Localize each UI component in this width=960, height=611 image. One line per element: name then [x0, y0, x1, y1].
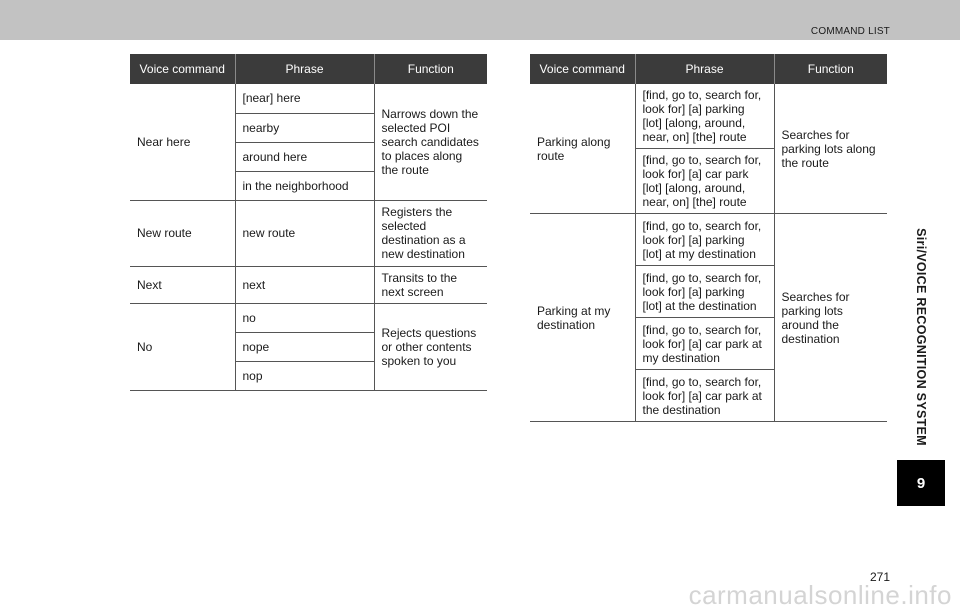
table-header-row [130, 54, 487, 84]
table-row [130, 303, 487, 332]
column-header-voice-command: Voice command [130, 54, 235, 84]
function-cell: Searches for parking lots along the route [774, 84, 887, 214]
function-cell: Rejects questions or other contents spoken to you [374, 303, 487, 390]
phrase-cell: nope [235, 332, 374, 361]
function-cell: Transits to the next screen [374, 266, 487, 303]
voice-command-cell: Near here [130, 84, 235, 200]
phrase-cell: around here [235, 142, 374, 171]
chapter-title: Siri/VOICE RECOGNITION SYSTEM [914, 228, 928, 446]
command-table-left [130, 54, 487, 391]
voice-command-cell: Next [130, 266, 235, 303]
command-table-right [530, 54, 887, 422]
column-header-function: Function [774, 54, 887, 84]
voice-command-cell: Parking at my destination [530, 214, 635, 422]
table-row [530, 84, 887, 149]
phrase-cell: [find, go to, search for, look for] [a] parking [lot] at my destination [635, 214, 774, 266]
phrase-cell: nop [235, 361, 374, 390]
phrase-cell: [find, go to, search for, look for] [a] parking [lot] at the destination [635, 266, 774, 318]
column-header-voice-command: Voice command [530, 54, 635, 84]
phrase-cell: next [235, 266, 374, 303]
phrase-cell: [find, go to, search for, look for] [a] car park at the destination [635, 370, 774, 422]
phrase-cell: [find, go to, search for, look for] [a] parking [lot] [along, around, near, on] [the] route [635, 84, 774, 149]
phrase-cell: in the neighborhood [235, 171, 374, 200]
column-header-phrase: Phrase [635, 54, 774, 84]
voice-command-cell: New route [130, 200, 235, 266]
chapter-number-badge: 9 [897, 460, 945, 506]
section-header: COMMAND LIST [810, 26, 890, 37]
phrase-cell: new route [235, 200, 374, 266]
phrase-cell: no [235, 303, 374, 332]
phrase-cell: [find, go to, search for, look for] [a] car park at my destination [635, 318, 774, 370]
table-row [530, 214, 887, 266]
watermark: carmanualsonline.info [688, 580, 952, 610]
column-header-function: Function [374, 54, 487, 84]
phrase-cell: nearby [235, 113, 374, 142]
voice-command-cell: No [130, 303, 235, 390]
phrase-cell: [find, go to, search for, look for] [a] car park [lot] [along, around, near, on] [the] route [635, 149, 774, 214]
phrase-cell: [near] here [235, 84, 374, 113]
column-header-phrase: Phrase [235, 54, 374, 84]
table-row [130, 200, 487, 266]
table-row [130, 84, 487, 113]
table-header-row [530, 54, 887, 84]
chapter-side-tab [897, 215, 945, 460]
function-cell: Narrows down the selected POI search candidates to places along the route [374, 84, 487, 200]
function-cell: Registers the selected destination as a new destination [374, 200, 487, 266]
function-cell: Searches for parking lots around the destination [774, 214, 887, 422]
page-number: 271 [869, 570, 890, 584]
voice-command-cell: Parking along route [530, 84, 635, 214]
table-row [130, 266, 487, 303]
